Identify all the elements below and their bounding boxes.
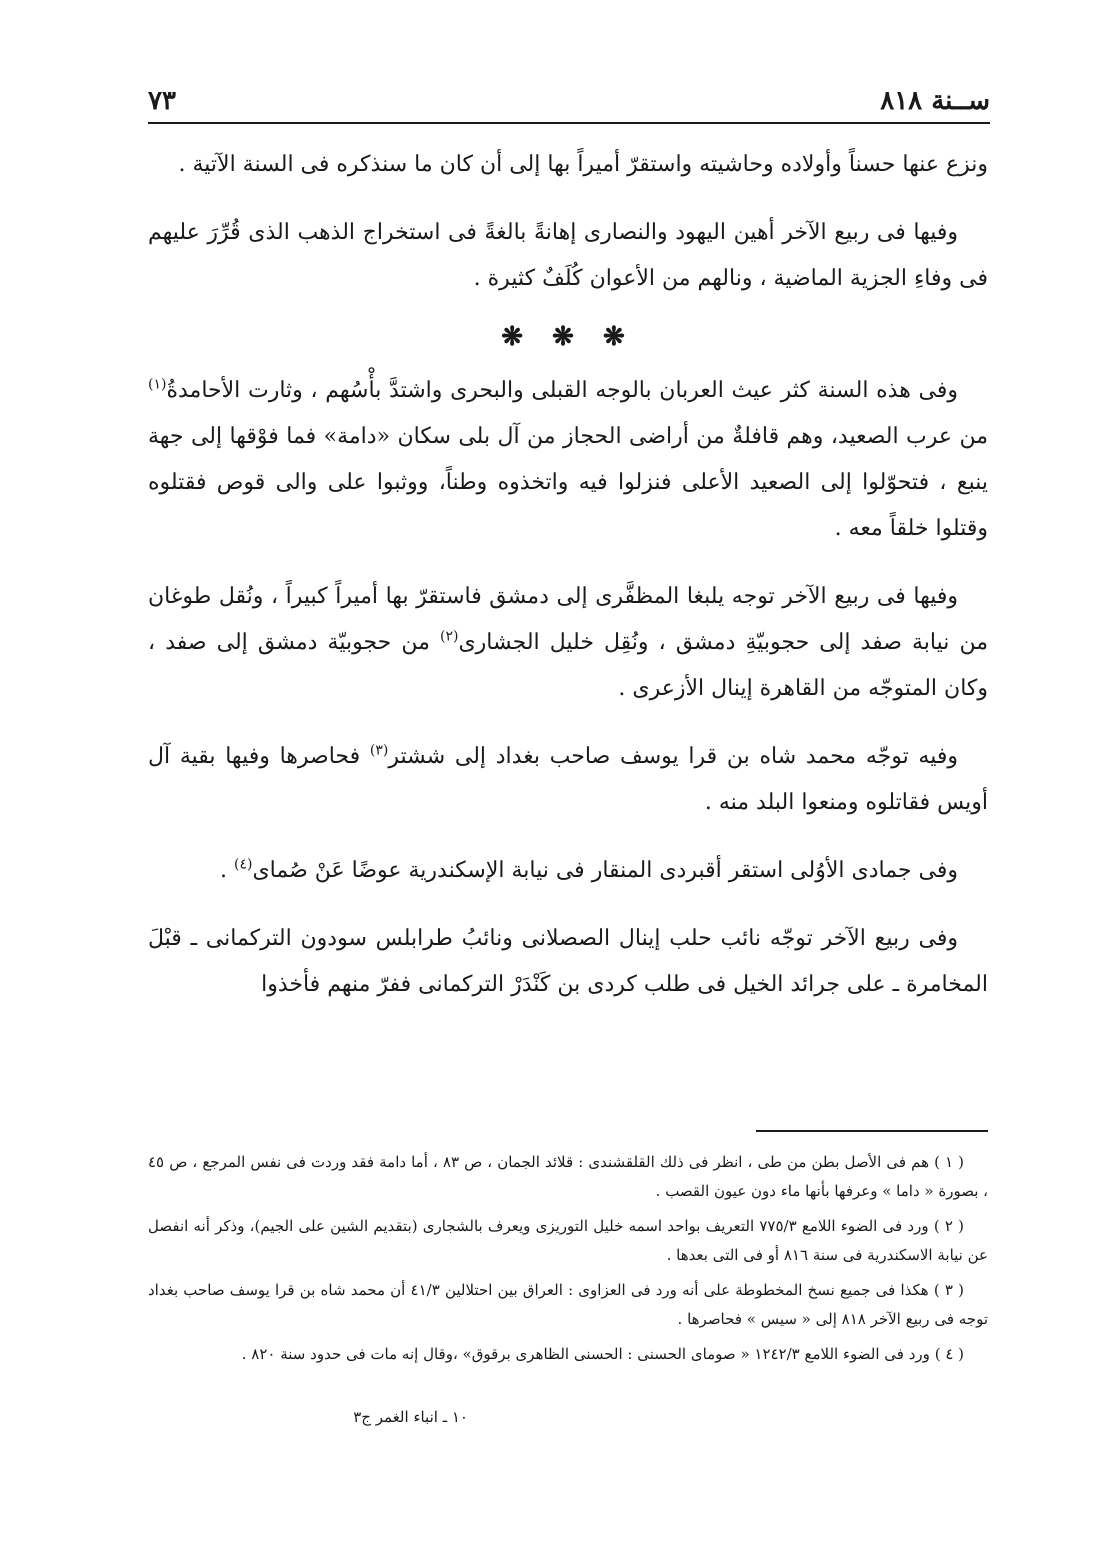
running-head: ســنة ٨١٨ xyxy=(880,86,990,116)
footnote-2 xyxy=(148,1212,988,1270)
main-text xyxy=(148,142,988,1030)
paragraph-text: وفى جمادى الأوُلى استقر أقبردى المنقار فى نيابة الإسكندرية عوضًا عَنْ صُماى xyxy=(252,858,958,883)
header-rule xyxy=(148,122,990,124)
section-separator: ❋ ❋ ❋ xyxy=(501,322,635,352)
page-number: ٧٣ xyxy=(148,86,176,116)
footnote-4 xyxy=(148,1340,988,1369)
paragraph-text: ونزع عنها حسناً وأولاده وحاشيته واستقرّ أميراً بها إلى أن كان ما سنذكره فى السنة الآتية . xyxy=(178,152,988,177)
paragraph-4 xyxy=(148,574,988,712)
footnote-3 xyxy=(148,1276,988,1334)
paragraph-text: وفيها فى ربيع الآخر أهين اليهود والنصارى إهانةً بالغةً فى استخراج الذهب الذى قُرِّرَ عليهم فى وفاءِ الجزية الماضية ، ونالهم من الأعوان كُلَفٌ كثيرة . xyxy=(148,220,988,291)
paragraph-text: . xyxy=(219,858,234,883)
paragraph-6 xyxy=(148,848,988,894)
footnote-number: ( ٣ ) xyxy=(933,1281,964,1299)
paragraph-text: من حجوبيّة دمشق إلى صفد ، وكان المتوجّه من القاهرة إينال الأزعرى . xyxy=(148,630,988,701)
paragraph-7 xyxy=(148,916,988,1008)
footnote-text: هكذا فى جميع نسخ المخطوطة على أنه ورد فى العزاوى : العراق بين احتلالين ٤١/٣ أن محمد شاه بن قرا يوسف صاحب بغداد توجه فى ربيع الآخر ٨١٨ إلى « سيس » فحاصرها . xyxy=(148,1281,988,1328)
footnote-rule xyxy=(756,1130,988,1132)
footnote-number: ( ١ ) xyxy=(934,1153,965,1171)
paragraph-text: وفيه توجّه محمد شاه بن قرا يوسف صاحب بغداد إلى ششتر xyxy=(388,744,958,769)
footnotes xyxy=(148,1148,988,1375)
paragraph-1 xyxy=(148,142,988,188)
printer-signature: ١٠ ـ انباء الغمر ج٣ xyxy=(353,1408,468,1426)
paragraph-text: وفيها فى ربيع الآخر توجه يلبغا المظفَّرى إلى دمشق فاستقرّ بها أميراً كبيراً ، ونُقل طوغان من نيابة صفد إلى حجوبيّةِ دمشق ، ونُقِل خليل الجشارى xyxy=(148,584,988,655)
footnote-text: هم فى الأصل بطن من طى ، انظر فى ذلك القلقشندى : قلائد الجمان ، ص ٨٣ ، أما دامة فقد وردت فى نفس المرجع ، ص ٤٥ ، بصورة « داما » وعرفها بأنها ماء دون عيون القصب . xyxy=(148,1153,988,1200)
paragraph-3 xyxy=(148,368,988,552)
footnote-1 xyxy=(148,1148,988,1206)
footnote-ref-4: (٤) xyxy=(233,856,253,873)
paragraph-text: فحاصرها وفيها بقية آل أويس فقاتلوه ومنعوا البلد منه . xyxy=(148,744,988,815)
paragraph-text: من عرب الصعيد، وهم قافلةٌ من أراضى الحجاز من آل بلى سكان «دامة» فما فوْقها إلى جهة ينبع ، فتحوّلوا إلى الصعيد الأعلى فنزلوا فيه واتخذوه وطناً، ووثبوا على والى قوص فقتلوه وقتلوا خلقاً معه . xyxy=(148,424,988,541)
paragraph-text: وفى هذه السنة كثر عيث العربان بالوجه القبلى والبحرى واشتدَّ بأْسُهم ، وثارت الأحامدةُ xyxy=(166,378,958,403)
paragraph-5 xyxy=(148,734,988,826)
footnote-ref-1: (١) xyxy=(148,376,167,393)
footnote-ref-3: (٣) xyxy=(369,742,389,759)
paragraph-2 xyxy=(148,210,988,302)
footnote-text: ورد فى الضوء اللامع ٧٧٥/٣ التعريف بواحد اسمه خليل التوريزى ويعرف بالشجارى (بتقديم الشين على الجيم)، وذكر أنه انفصل عن نيابة الاسكندرية فى سنة ٨١٦ أو فى التى بعدها . xyxy=(148,1217,988,1264)
page-header xyxy=(148,78,990,122)
footnote-number: ( ٢ ) xyxy=(933,1217,964,1235)
footnote-number: ( ٤ ) xyxy=(934,1345,964,1363)
footnote-ref-2: (٢) xyxy=(439,628,459,645)
paragraph-text: وفى ربيع الآخر توجّه نائب حلب إينال الصصلانى ونائبُ طرابلس سودون التركمانى ـ قبْلَ المخامرة ـ على جرائد الخيل فى طلب كردى بن كَنْدَرْ التركمانى ففرّ منهم فأخذوا xyxy=(148,926,988,997)
footnote-text: ورد فى الضوء اللامع ١٢٤٢/٣ « صوماى الحسنى : الحسنى الظاهرى برقوق» ،وقال إنه مات فى حدود سنة ٨٢٠ . xyxy=(241,1345,930,1363)
